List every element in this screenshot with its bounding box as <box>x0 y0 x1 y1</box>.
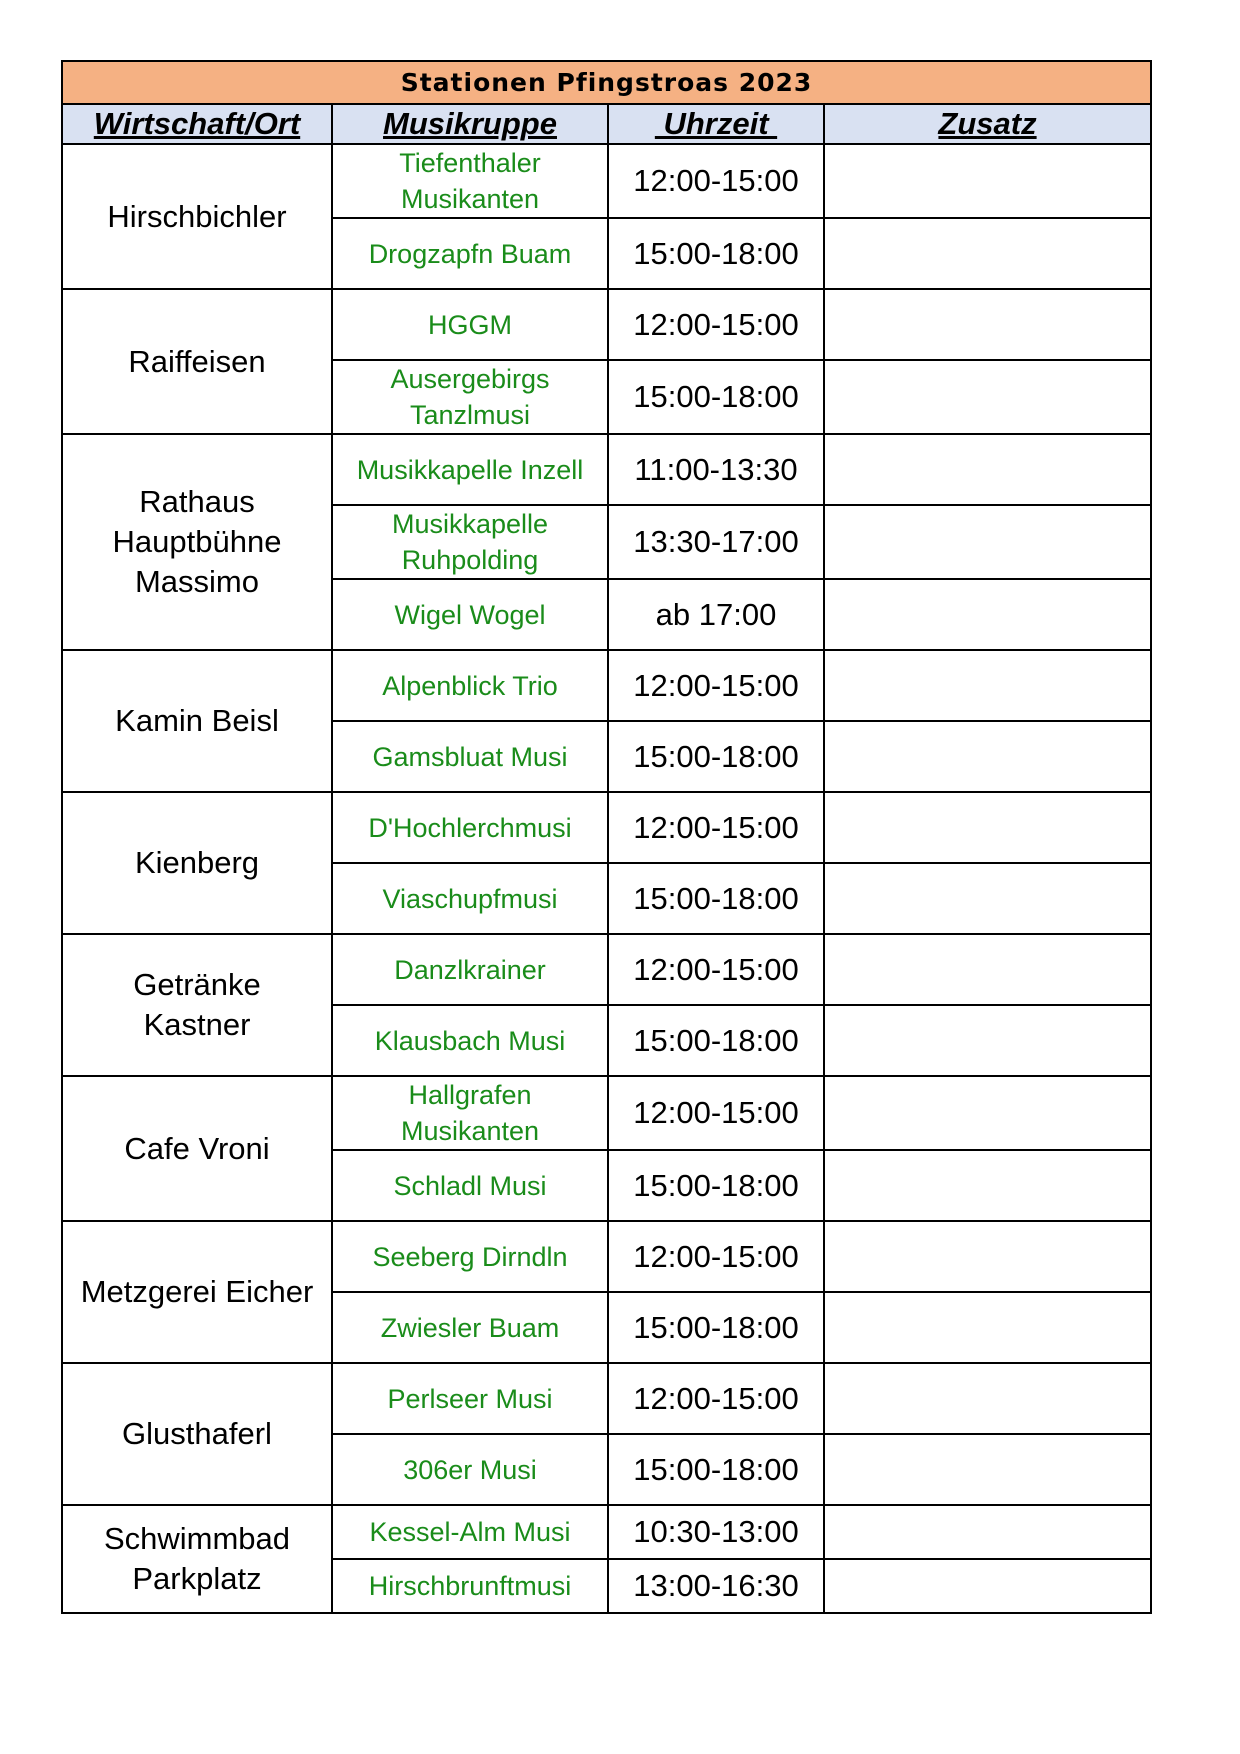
table-row <box>62 1505 1151 1559</box>
time-cell: 15:00-18:00 <box>608 721 824 792</box>
band-cell: Schladl Musi <box>332 1150 608 1221</box>
extra-cell <box>824 434 1151 505</box>
extra-cell <box>824 1221 1151 1292</box>
time-cell: 12:00-15:00 <box>608 1221 824 1292</box>
band-cell: Wigel Wogel <box>332 579 608 650</box>
venue-cell: Getränke Kastner <box>62 934 332 1076</box>
extra-cell <box>824 360 1151 434</box>
extra-cell <box>824 934 1151 1005</box>
time-cell: 12:00-15:00 <box>608 650 824 721</box>
band-cell: 306er Musi <box>332 1434 608 1505</box>
extra-cell <box>824 144 1151 218</box>
time-cell: 12:00-15:00 <box>608 1076 824 1150</box>
schedule-rows <box>62 144 1151 1613</box>
venue-cell: Raiffeisen <box>62 289 332 434</box>
extra-cell <box>824 579 1151 650</box>
header-band: Musikruppe <box>332 104 608 144</box>
time-cell: 12:00-15:00 <box>608 144 824 218</box>
extra-cell <box>824 650 1151 721</box>
band-cell: Klausbach Musi <box>332 1005 608 1076</box>
band-cell: Kessel-Alm Musi <box>332 1505 608 1559</box>
table-row <box>62 1076 1151 1150</box>
band-cell: Seeberg Dirndln <box>332 1221 608 1292</box>
venue-cell: Glusthaferl <box>62 1363 332 1505</box>
venue-cell: Kamin Beisl <box>62 650 332 792</box>
time-cell: 10:30-13:00 <box>608 1505 824 1559</box>
table-row <box>62 650 1151 721</box>
time-cell: 12:00-15:00 <box>608 1363 824 1434</box>
time-cell: 15:00-18:00 <box>608 360 824 434</box>
extra-cell <box>824 1292 1151 1363</box>
time-cell: 12:00-15:00 <box>608 289 824 360</box>
extra-cell <box>824 721 1151 792</box>
table-row <box>62 1221 1151 1292</box>
band-cell: Viaschupfmusi <box>332 863 608 934</box>
band-cell: D'Hochlerchmusi <box>332 792 608 863</box>
band-cell: Hallgrafen Musikanten <box>332 1076 608 1150</box>
extra-cell <box>824 1559 1151 1613</box>
time-cell: 15:00-18:00 <box>608 1150 824 1221</box>
extra-cell <box>824 505 1151 579</box>
table-row <box>62 1363 1151 1434</box>
extra-cell <box>824 1363 1151 1434</box>
time-cell: 11:00-13:30 <box>608 434 824 505</box>
band-cell: Hirschbrunftmusi <box>332 1559 608 1613</box>
extra-cell <box>824 1005 1151 1076</box>
table-row <box>62 792 1151 863</box>
band-cell: Drogzapfn Buam <box>332 218 608 289</box>
time-cell: 15:00-18:00 <box>608 863 824 934</box>
header-time: Uhrzeit <box>608 104 824 144</box>
extra-cell <box>824 218 1151 289</box>
schedule-table <box>61 60 1152 1614</box>
band-cell: Gamsbluat Musi <box>332 721 608 792</box>
time-cell: 15:00-18:00 <box>608 1005 824 1076</box>
band-cell: Alpenblick Trio <box>332 650 608 721</box>
venue-cell: Cafe Vroni <box>62 1076 332 1221</box>
time-cell: 12:00-15:00 <box>608 934 824 1005</box>
time-cell: 13:30-17:00 <box>608 505 824 579</box>
table-row <box>62 934 1151 1005</box>
time-cell: 12:00-15:00 <box>608 792 824 863</box>
extra-cell <box>824 1076 1151 1150</box>
table-title: Stationen Pfingstroas 2023 <box>62 61 1151 104</box>
band-cell: Musikkapelle Inzell <box>332 434 608 505</box>
table-row <box>62 434 1151 505</box>
venue-cell: Schwimmbad Parkplatz <box>62 1505 332 1613</box>
header-venue: Wirtschaft/Ort <box>62 104 332 144</box>
time-cell: 15:00-18:00 <box>608 218 824 289</box>
time-cell: 15:00-18:00 <box>608 1292 824 1363</box>
time-cell: ab 17:00 <box>608 579 824 650</box>
table-row <box>62 289 1151 360</box>
extra-cell <box>824 1150 1151 1221</box>
venue-cell: Hirschbichler <box>62 144 332 289</box>
extra-cell <box>824 863 1151 934</box>
extra-cell <box>824 1505 1151 1559</box>
band-cell: Perlseer Musi <box>332 1363 608 1434</box>
band-cell: Musikkapelle Ruhpolding <box>332 505 608 579</box>
extra-cell <box>824 792 1151 863</box>
time-cell: 13:00-16:30 <box>608 1559 824 1613</box>
table-row <box>62 144 1151 218</box>
venue-cell: Rathaus Hauptbühne Massimo <box>62 434 332 650</box>
extra-cell <box>824 289 1151 360</box>
time-cell: 15:00-18:00 <box>608 1434 824 1505</box>
venue-cell: Kienberg <box>62 792 332 934</box>
band-cell: Danzlkrainer <box>332 934 608 1005</box>
band-cell: Zwiesler Buam <box>332 1292 608 1363</box>
header-extra: Zusatz <box>824 104 1151 144</box>
band-cell: HGGM <box>332 289 608 360</box>
band-cell: Ausergebirgs Tanzlmusi <box>332 360 608 434</box>
extra-cell <box>824 1434 1151 1505</box>
venue-cell: Metzgerei Eicher <box>62 1221 332 1363</box>
band-cell: Tiefenthaler Musikanten <box>332 144 608 218</box>
